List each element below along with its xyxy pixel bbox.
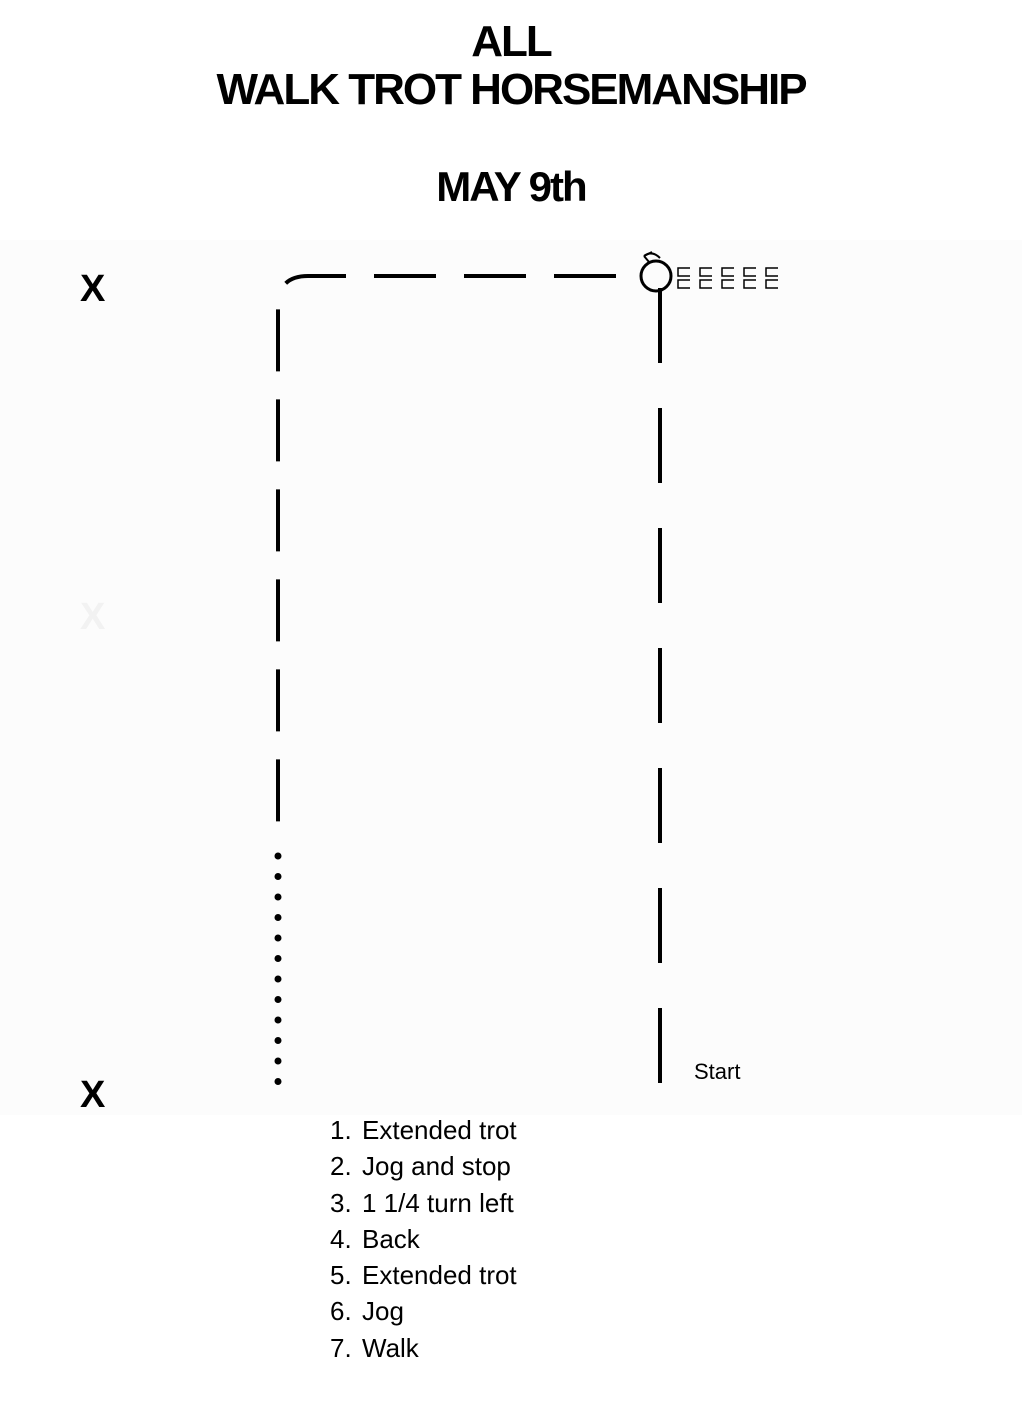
step-item: [330, 1112, 517, 1148]
step-number: 7.: [330, 1332, 352, 1363]
pattern-title-line1: ALL: [471, 17, 551, 66]
marker-x-bottom: X: [80, 1074, 106, 1116]
step-item: [330, 1148, 517, 1184]
step-text: Back: [362, 1223, 420, 1254]
pattern-steps-list: [330, 1112, 517, 1366]
step-number: 4.: [330, 1223, 352, 1254]
step-text: Jog: [362, 1296, 404, 1327]
step-number: 6.: [330, 1296, 352, 1327]
step-item: [330, 1330, 517, 1366]
step-number: 3.: [330, 1187, 352, 1218]
step-text: Extended trot: [362, 1115, 517, 1145]
start-label: Start: [694, 1059, 741, 1084]
step-text: Extended trot: [362, 1260, 517, 1291]
turn-circle: [641, 252, 671, 291]
marker-x-middle: X: [80, 596, 106, 638]
step-text: 1 1/4 turn left: [362, 1187, 514, 1218]
step-text: Walk: [362, 1332, 419, 1363]
step-item: [330, 1293, 517, 1329]
step-item: [330, 1257, 517, 1293]
step-item: [330, 1185, 517, 1221]
step-text: Jog and stop: [362, 1151, 511, 1182]
top-trot-path: [278, 276, 616, 845]
pattern-title-line2: WALK TROT HORSEMANSHIP: [216, 65, 806, 114]
step-item: [330, 1221, 517, 1257]
step-number: 1.: [330, 1115, 352, 1145]
step-number: 2.: [330, 1151, 352, 1182]
pattern-date: MAY 9th: [436, 163, 586, 210]
marker-x-top: X: [80, 268, 106, 310]
step-number: 5.: [330, 1260, 352, 1291]
backup-path: [678, 268, 778, 288]
